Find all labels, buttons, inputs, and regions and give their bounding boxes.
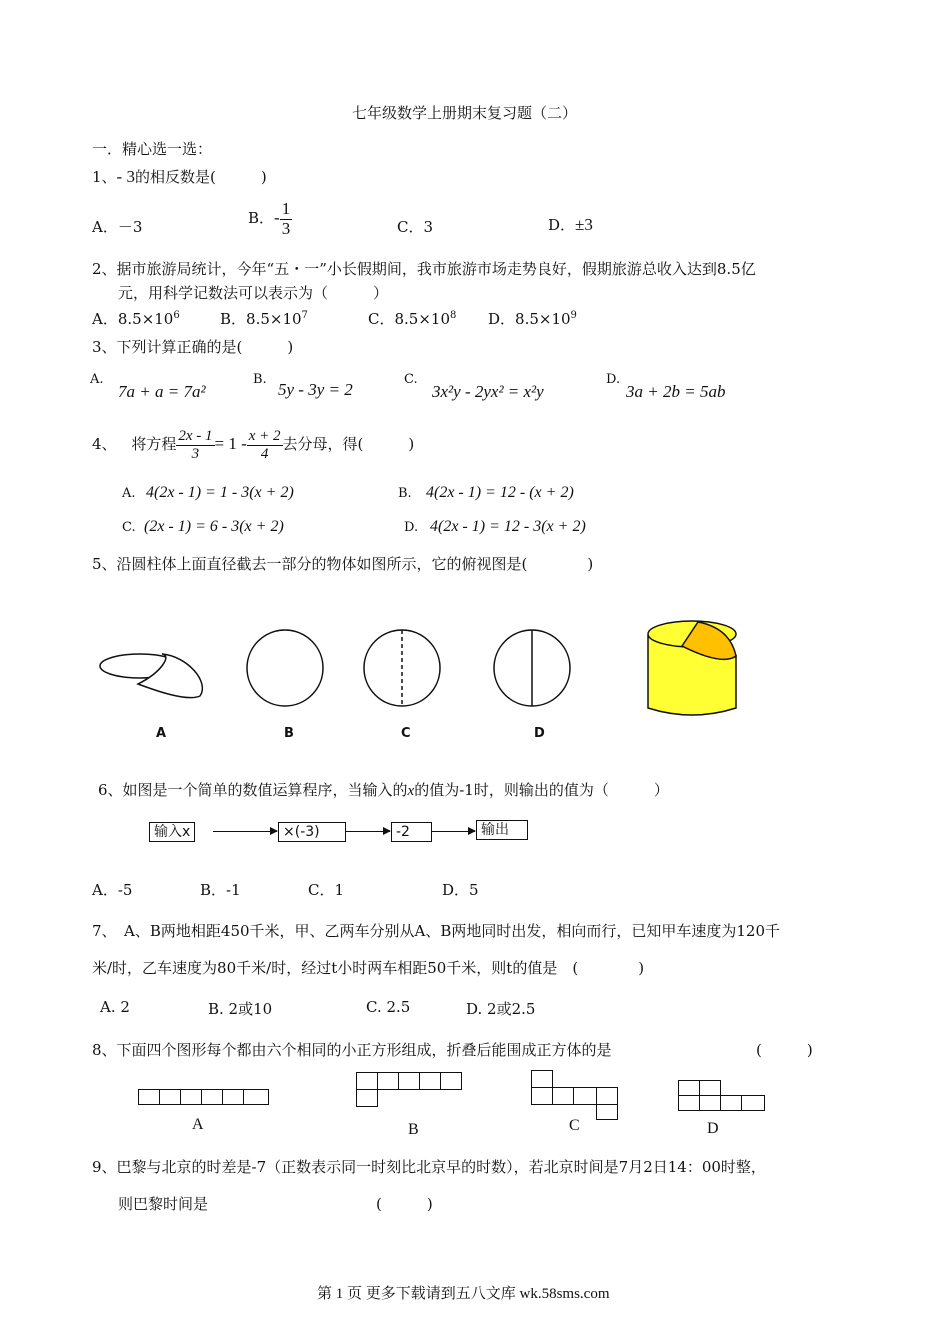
q4-b-label: B. xyxy=(398,486,412,501)
net-c-square xyxy=(552,1087,574,1105)
q2-a-exp: 6 xyxy=(173,310,180,321)
q8-text: 8、下面四个图形每个都由六个相同的小正方形组成，折叠后能围成正方体的是 xyxy=(92,1041,612,1059)
q6-option-a: A．-5 xyxy=(92,881,133,899)
q2-c-base: C．8.5×10 xyxy=(368,310,450,328)
net-a-square xyxy=(222,1089,244,1105)
q4-c-expr: (2x - 1) = 6 - 3(x + 2) xyxy=(144,518,284,535)
q2-b-exp: 7 xyxy=(301,310,308,321)
q3-c-expr: 3x²y - 2yx² = x²y xyxy=(432,382,544,401)
net-d-square xyxy=(741,1095,765,1111)
question-1 xyxy=(92,166,267,187)
q4-c-label: C. xyxy=(122,520,136,535)
q6-variable: x xyxy=(407,783,415,799)
flow-multiply-box: ×(-3) xyxy=(278,822,346,842)
q4-f1-num: 2x - 1 xyxy=(178,428,213,444)
q8-paren: ( ) xyxy=(756,1041,813,1059)
q5-text: 5、沿圆柱体上面直径截去一部分的物体如图所示，它的俯视图是( ) xyxy=(92,555,594,573)
q2-option-c xyxy=(368,308,456,329)
q4-mid: = 1 - xyxy=(214,434,247,453)
q5-label-a: A xyxy=(156,726,167,741)
q8-label-d: D xyxy=(707,1120,719,1137)
q1-b-den: 3 xyxy=(281,218,291,238)
q1-d-value: ±3 xyxy=(575,215,593,234)
question-6 xyxy=(98,779,669,800)
q2-d-exp: 9 xyxy=(570,310,577,321)
q5-a-cut xyxy=(138,654,202,698)
q3-text: 3、下列计算正确的是( ) xyxy=(92,338,294,356)
q7-line1: 7、 A、B两地相距450千米，甲、乙两车分别从A、B两地同时出发，相向而行，已知甲车速度为120千 xyxy=(92,922,781,940)
net-b-square xyxy=(440,1072,462,1090)
q5-cylinder xyxy=(648,621,736,715)
net-b-square xyxy=(377,1072,399,1090)
q4-f2-num: x + 2 xyxy=(248,428,281,444)
q6-text: 6、如图是一个简单的数值运算程序，当输入的 xyxy=(98,781,408,799)
page-footer: 第 1 页 更多下载请到五八文库 wk.58sms.com xyxy=(317,1286,610,1302)
flow-input-box: 输入x xyxy=(149,822,195,842)
q9-line1: 9、巴黎与北京的时差是-7（正数表示同一时刻比北京早的时数），若北京时间是7月2日14：00时整， xyxy=(92,1158,766,1176)
q4-f1-den: 3 xyxy=(191,445,200,462)
q4-tail: 去分母，得( ) xyxy=(282,435,415,453)
net-c-square xyxy=(531,1070,553,1088)
q1-option-d xyxy=(548,214,593,235)
q9-line2: 则巴黎时间是 xyxy=(118,1195,209,1213)
net-a-square xyxy=(201,1089,223,1105)
q3-d-expr: 3a + 2b = 5ab xyxy=(626,382,726,401)
q9-paren: ( ) xyxy=(376,1195,433,1213)
net-d-square xyxy=(678,1095,700,1111)
net-d-square xyxy=(699,1095,721,1111)
q3-a-label: A. xyxy=(90,372,104,387)
q5-label-d: D xyxy=(534,726,545,741)
q8-label-a: A xyxy=(192,1116,204,1133)
flow-output-box: 输出 xyxy=(476,820,528,840)
q2-line2: 元，用科学记数法可以表示为（ ） xyxy=(118,284,389,302)
q1-b-label: B． xyxy=(248,209,275,228)
flow-arrow-2 xyxy=(345,831,390,832)
q1-expression: - 3 xyxy=(116,167,135,186)
q2-line1: 2、据市旅游局统计，今年“五・一”小长假期间，我市旅游市场走势良好，假期旅游总收入达到8.5亿 xyxy=(92,260,756,278)
q4-pre: 将方程 xyxy=(131,435,177,453)
q1-option-b xyxy=(248,200,292,238)
q3-a-expr: 7a + a = 7a² xyxy=(118,382,206,401)
q3-d-label: D. xyxy=(606,372,621,387)
net-b-square xyxy=(419,1072,441,1090)
flow-arrow-3 xyxy=(431,831,475,832)
page-title: 七年级数学上册期末复习题（二） xyxy=(352,104,578,122)
q7-option-d: D. 2或2.5 xyxy=(466,1000,536,1018)
q5-label-c: C xyxy=(401,726,411,741)
q1-b-sign: - xyxy=(274,208,280,228)
q4-fraction-1 xyxy=(176,428,214,462)
net-b-square xyxy=(356,1072,378,1090)
net-c-square xyxy=(596,1087,618,1105)
q4-f2-den: 4 xyxy=(260,445,269,462)
flow-arrow-1 xyxy=(213,831,277,832)
net-b-square xyxy=(356,1089,378,1107)
q8-label-c: C xyxy=(569,1117,580,1134)
q2-b-base: B．8.5×10 xyxy=(220,310,302,328)
q3-b-expr: 5y - 3y = 2 xyxy=(278,380,353,399)
q1-option-a: A．－3 xyxy=(92,218,143,236)
net-a-square xyxy=(243,1089,269,1105)
q6-tail: 的值为-1时，则输出的值为（ ） xyxy=(414,781,669,799)
q1-d-label: D． xyxy=(548,216,576,234)
q4-b-expr: 4(2x - 1) = 12 - (x + 2) xyxy=(426,484,574,501)
net-a-square xyxy=(180,1089,202,1105)
q2-option-a xyxy=(92,308,180,329)
q1-b-num: 1 xyxy=(281,199,291,218)
q3-c-label: C. xyxy=(404,372,418,387)
net-d-square xyxy=(699,1080,721,1096)
q2-option-d xyxy=(488,308,577,329)
q1-option-c: C．3 xyxy=(397,218,434,236)
flow-subtract-box: -2 xyxy=(391,822,432,842)
q5-figure-b xyxy=(247,630,323,706)
net-c-square xyxy=(596,1104,618,1120)
q5-figure-d xyxy=(494,630,570,706)
q2-a-base: A．8.5×10 xyxy=(92,310,174,328)
q4-number: 4、 xyxy=(92,435,117,453)
q5-label-b: B xyxy=(284,726,294,741)
q7-option-b: B. 2或10 xyxy=(208,1000,273,1018)
q5-figure-c xyxy=(364,630,440,706)
q5-figure-a xyxy=(100,654,202,698)
q6-option-c: C．1 xyxy=(308,881,345,899)
question-4 xyxy=(92,428,414,462)
net-b-square xyxy=(398,1072,420,1090)
net-c-square xyxy=(573,1087,597,1105)
q1-number: 1、 xyxy=(92,168,117,186)
q1-b-fraction xyxy=(280,200,293,238)
q2-option-b xyxy=(220,308,308,329)
q4-a-label: A. xyxy=(122,486,136,501)
section-heading: 一．精心选一选： xyxy=(92,140,213,158)
q4-a-expr: 4(2x - 1) = 1 - 3(x + 2) xyxy=(146,484,294,501)
q7-option-a: A. 2 xyxy=(100,998,130,1016)
net-a-square xyxy=(159,1089,181,1105)
net-d-square xyxy=(720,1095,742,1111)
net-c-square xyxy=(531,1087,553,1105)
q8-label-b: B xyxy=(408,1121,419,1138)
q3-b-label: B. xyxy=(253,372,267,387)
q4-fraction-2 xyxy=(247,428,283,462)
q6-option-b: B．-1 xyxy=(200,881,241,899)
q5-figures xyxy=(92,610,752,750)
net-d-square xyxy=(678,1080,700,1096)
q2-c-exp: 8 xyxy=(450,310,457,321)
q1-text: 的相反数是( ) xyxy=(134,168,267,186)
q6-option-d: D．5 xyxy=(442,881,479,899)
q4-d-label: D. xyxy=(404,520,419,535)
q7-line2: 米/时，乙车速度为80千米/时，经过t小时两车相距50千米，则t的值是 ( ) xyxy=(92,959,645,977)
q2-d-base: D．8.5×10 xyxy=(488,310,571,328)
q4-d-expr: 4(2x - 1) = 12 - 3(x + 2) xyxy=(430,518,586,535)
net-a-square xyxy=(138,1089,160,1105)
q7-option-c: C. 2.5 xyxy=(366,998,411,1016)
